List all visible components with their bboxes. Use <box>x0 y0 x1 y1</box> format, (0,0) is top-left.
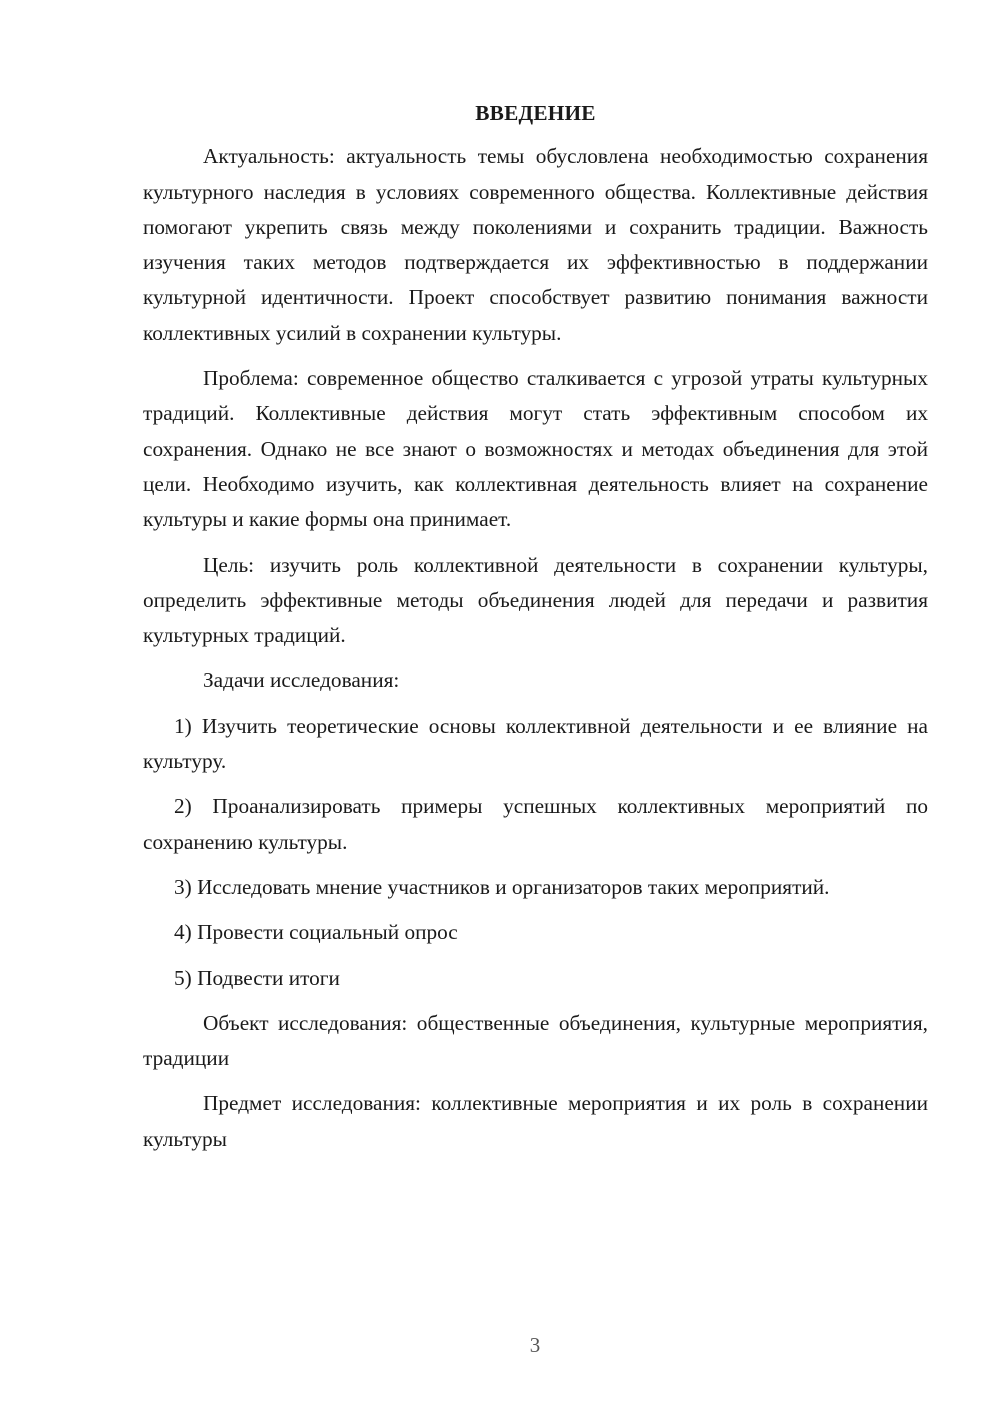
task-item-3: 3) Исследовать мнение участников и организаторов таких мероприятий. <box>174 874 830 899</box>
research-subject-paragraph: Предмет исследования: коллективные мероприятия и их роль в сохранении культуры <box>143 1091 928 1151</box>
tasks-heading: Задачи исследования: <box>203 668 400 693</box>
goal-paragraph: Цель: изучить роль коллективной деятельности в сохранении культуры, определить эффективные методы объединения людей для передачи и развития культурных традиций. <box>143 552 928 648</box>
relevance-paragraph: Актуальность: актуальность темы обусловлена необходимостью сохранения культурного наследия в условиях современного общества. Коллективные действия помогают укрепить связь между поколениями и сохранить традиции. Важность изучения таких методов подтверждается их эффективностью в поддержании культурной идентичности. Проект способствует развитию понимания важности коллективных усилий в сохранении культуры. <box>143 144 928 345</box>
task-item-1: 1) Изучить теоретические основы коллективной деятельности и ее влияние на культуру. <box>143 713 928 774</box>
section-title: ВВЕДЕНИЕ <box>475 101 596 125</box>
research-object-paragraph: Объект исследования: общественные объединения, культурные мероприятия, традиции <box>143 1010 928 1071</box>
document-page <box>143 96 928 1167</box>
task-item-5: 5) Подвести итоги <box>174 965 340 990</box>
task-item-4: 4) Провести социальный опрос <box>174 920 458 945</box>
page-number: 3 <box>529 1333 541 1357</box>
problem-paragraph: Проблема: современное общество сталкивается с угрозой утраты культурных традиций. Коллективные действия могут стать эффективным способом их сохранения. Однако не все знают о возможностях и методах объединения для этой цели. Необходимо изучить, как коллективная деятельность влияет на сохранение культуры и какие формы она принимает. <box>143 366 928 532</box>
task-item-2: 2) Проанализировать примеры успешных коллективных мероприятий по сохранению культуры. <box>143 794 928 854</box>
